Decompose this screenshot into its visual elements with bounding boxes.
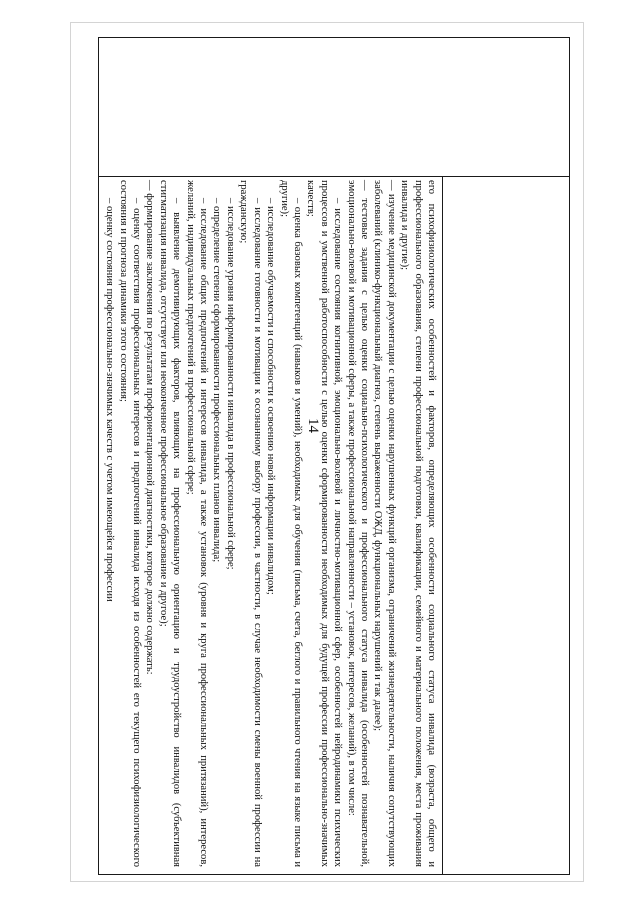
list-item: – исследование состояния когнитивной, эмоционально-волевой и личностно-мотивационной сфер, особенностей нейродинамики психических процессов и умственной работоспособности с целью оценки сформированности необходимых для будущей профессии профессионально-значимых качеств; — [305, 180, 344, 867]
list-item: – исследование уровня информированности инвалида в профессиональной сфере; — [224, 198, 236, 570]
page-number: 14 — [305, 418, 321, 433]
paragraph: его психофизиологических особенностей и факторов, определяющих особенности социального статуса инвалида (возраста, общего и профессионального образования, степени профессиональной подготовки, квалификации, семейного и материального положения, места проживания инвалида и другие); — [399, 180, 437, 867]
list-item: – исследование обучаемости и способности к освоению новой информации инвалидом; — [265, 198, 277, 595]
table-column-divider — [442, 176, 443, 875]
rotated-text-cell — [98, 176, 442, 875]
paragraph: — формирование заключения по результатам профориентационной диагностики, которое должно содержать: — [144, 180, 156, 675]
list-item: – оценку соответствия профессиональных интересов и предпочтений инвалида исходя из особенностей его текущего психофизиологического состояния и прогноза динамики этого состояния; — [117, 180, 143, 867]
paragraph: — тестовые задания с целью оценки социально-психологического и профессионального статуса инвалида (особенностей познавательной, эмоционально-волевой и мотивационной сферы, а также профессиональной направленности – установок, интересов, желаний), в том числе: — [345, 180, 370, 867]
list-item: – выявление демотивирующих факторов, влияющих на профессиональную ориентацию и трудоустройство инвалидов (субъективная стигматизация инвалида, отсутствует или неоконченное профессиональное образование и другое); — [157, 180, 183, 867]
list-item: – исследование готовности и мотивации к осознанному выбору профессии, в частности, в случае необходимости смены военной профессии на гражданскую; — [238, 180, 263, 867]
list-item: – исследование общих предпочтений и интересов инвалида, а также установок (уровня и круга профессиональных притязаний), интересов, желаний, индивидуальных предпочтений в профессиональной сфере; — [184, 180, 210, 867]
cell-content — [98, 176, 442, 875]
list-item: – определение степени сформированности профессиональных планов инвалида; — [211, 198, 223, 563]
list-item: – оценка базовых компетенций (навыков и умений), необходимых для обучения (письма, счета, беглого и правильного чтения на языке письма и другие); — [278, 180, 303, 867]
paragraph: — изучение медицинской документации с целью оценки нарушенных функций организма, ограничений жизнедеятельности, наличия сопутствующих заболеваний (клинико-функциональный диагноз, степень выраженности ОЖД, функциональных нарушений и так далее); — [372, 180, 397, 867]
list-item: – оценку состояния профессионально-значимых качеств с учетом имеющейся профессии — [104, 198, 116, 602]
